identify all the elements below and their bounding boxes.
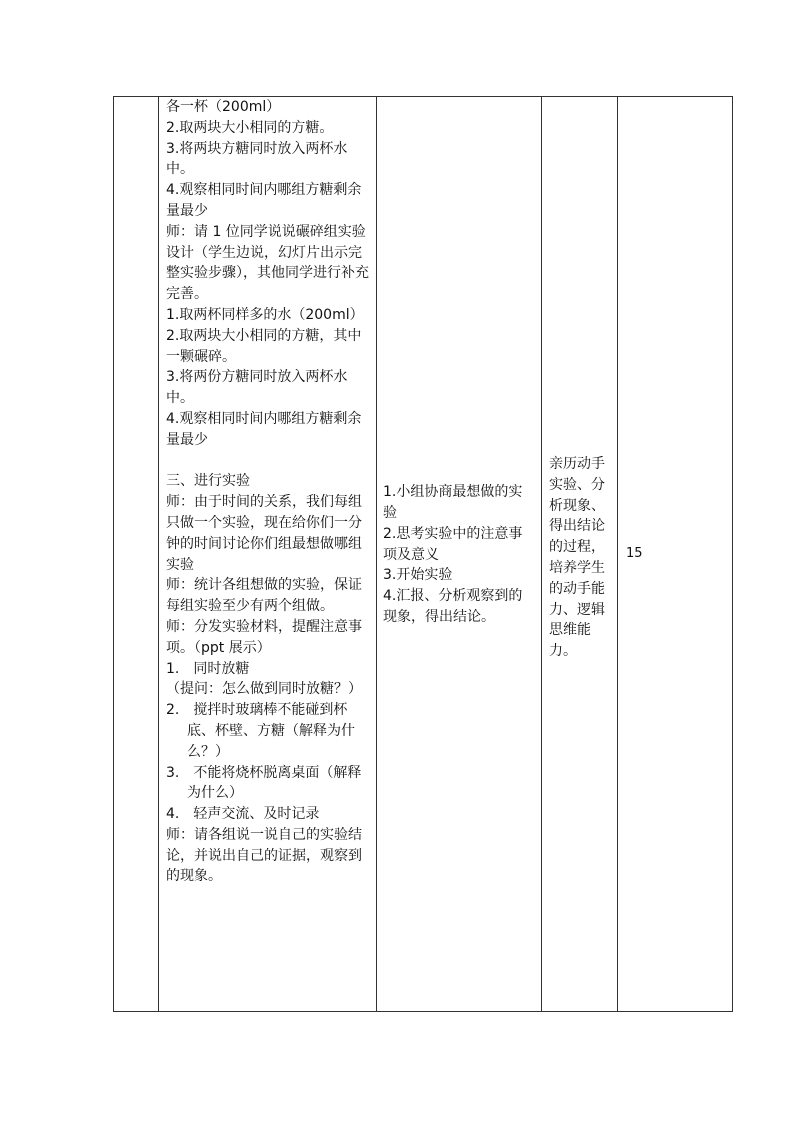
precaution-item: 2. 搅拌时玻璃棒不能碰到杯底、杯壁、方糖（解释为什么？）	[166, 702, 355, 760]
student-activity-cell	[377, 97, 542, 1012]
blank-line	[166, 451, 370, 472]
teacher-text-line: 2.取两块大小相同的方糖，其中一颗碾碎。	[166, 327, 362, 365]
teacher-text-line: 师：由于时间的关系，我们每组只做一个实验，现在给你们一分钟的时间讨论你们组最想做哪组实验	[166, 494, 362, 573]
teacher-text-line: 4.观察相同时间内哪组方糖剩余量最少	[166, 410, 362, 448]
teacher-text-line: 4.观察相同时间内哪组方糖剩余量最少	[166, 182, 362, 219]
student-text-line: 3.开始实验	[383, 567, 453, 584]
precaution-item: 1. 同时放糖	[166, 660, 250, 677]
teacher-text-line: 3.将两块方糖同时放入两杯水中。	[166, 140, 348, 178]
design-intent-text: 亲历动手实验、分析现象、得出结论的过程，培养学生的动手能力、逻辑思维能力。	[549, 456, 605, 660]
teacher-text-line: 师：请各组说一说自己的实验结论，并说出自己的证据，观察到的现象。	[166, 826, 362, 885]
teacher-text-line: 师：请 1 位同学说说碾碎组实验设计（学生边说，幻灯片出示完整实验步骤），其他同学进行补充完善。	[166, 223, 369, 303]
teacher-text-line: 师：统计各组想做的实验，保证每组实验至少有两个组做。	[166, 577, 362, 615]
teacher-text-line: 师：分发实验材料，提醒注意事项。（ppt 展示）	[166, 618, 362, 656]
student-text-line: 4.汇报、分析观察到的现象，得出结论。	[383, 588, 523, 625]
design-intent-cell	[542, 97, 618, 1012]
student-text-line: 1.小组协商最想做的实验	[383, 484, 523, 521]
teacher-text-line: 1.取两杯同样多的水（200ml）	[166, 306, 364, 323]
precaution-item: 4. 轻声交流、及时记录	[166, 806, 320, 823]
teacher-activity-cell	[159, 97, 377, 1012]
teacher-text-line: 各一杯（200ml）	[166, 99, 281, 115]
teacher-text-line: （提问：怎么做到同时放糖？）	[166, 681, 362, 698]
stage-cell	[114, 97, 159, 1012]
student-text-line: 2.思考实验中的注意事项及意义	[383, 525, 523, 563]
lesson-plan-table	[113, 96, 733, 1012]
table-row	[114, 97, 733, 1012]
section-heading: 三、进行实验	[166, 473, 250, 490]
teacher-text-line: 2.取两块大小相同的方糖。	[166, 119, 334, 136]
time-cell	[618, 97, 733, 1012]
time-minutes: 15	[626, 545, 643, 561]
teacher-text-line: 3.将两份方糖同时放入两杯水中。	[166, 369, 348, 407]
precaution-item: 3. 不能将烧杯脱离桌面（解释为什么）	[166, 764, 362, 802]
